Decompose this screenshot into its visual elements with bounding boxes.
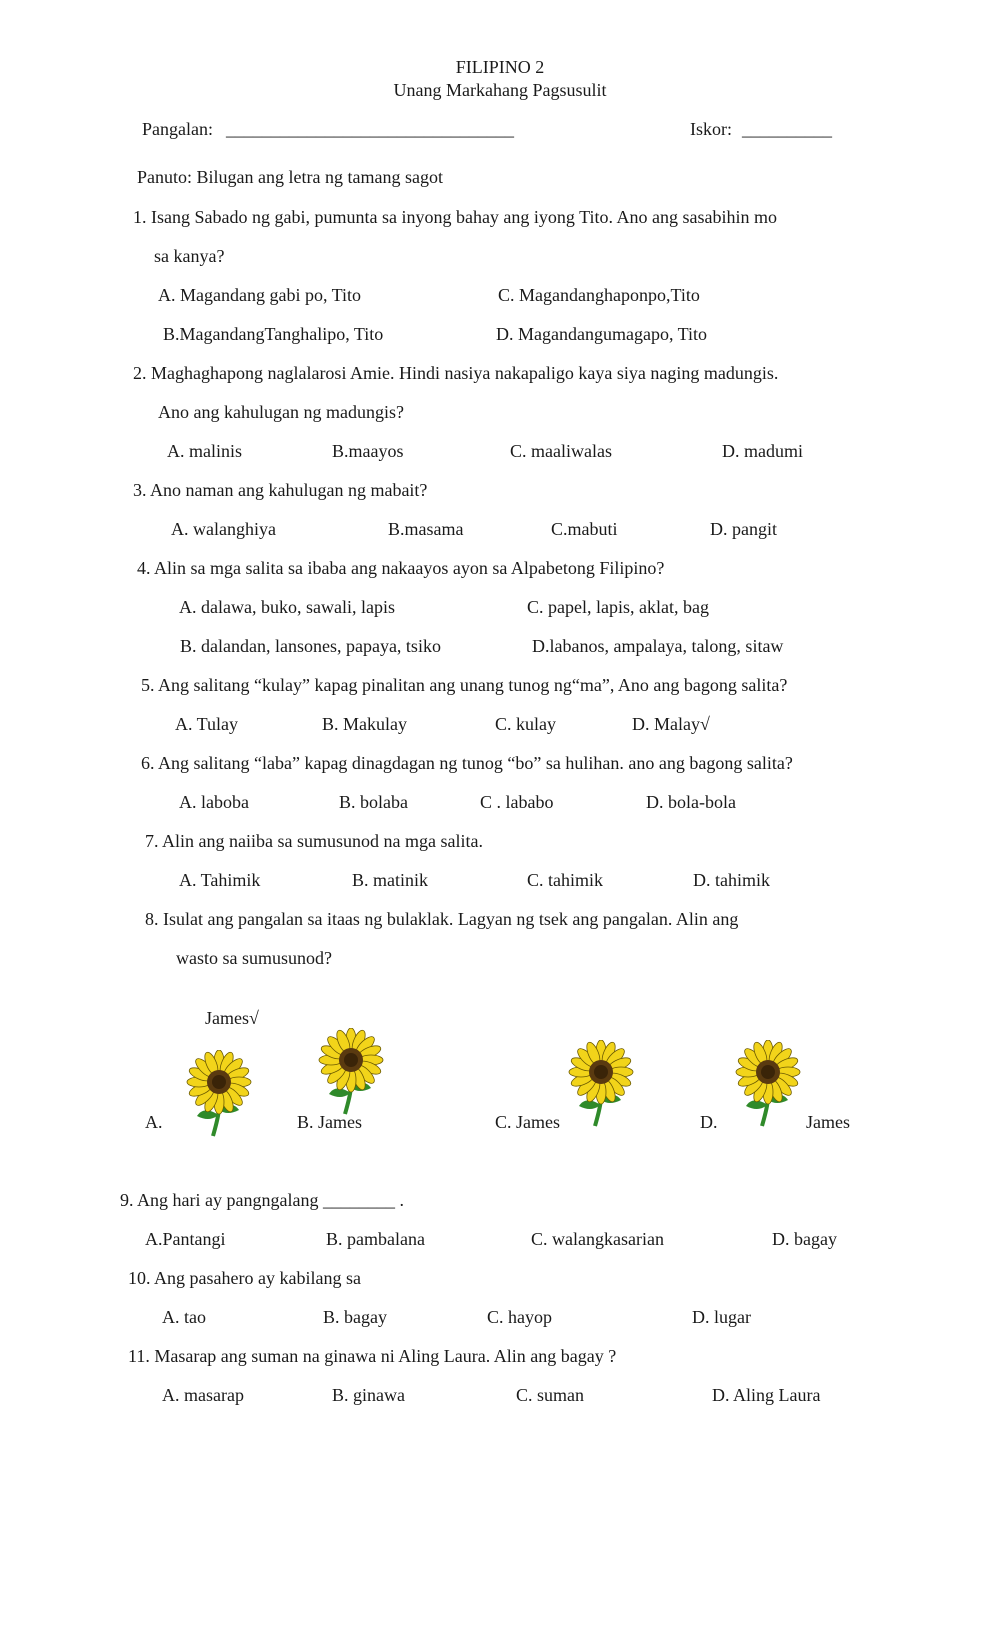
choice-9a: A.Pantangi	[145, 1229, 226, 1249]
choice-1a: A. Magandang gabi po, Tito	[158, 285, 362, 305]
score-label: Iskor:	[690, 119, 732, 139]
question-8-text: 8. Isulat ang pangalan sa itaas ng bulaklak. Lagyan ng tsek ang pangalan. Alin ang	[145, 909, 739, 929]
choice-10d: D. lugar	[692, 1307, 751, 1327]
sunflower-icon	[183, 1050, 255, 1140]
question-6-text: 6. Ang salitang “laba” kapag dinagdagan ng tunog “bo” sa hulihan. ano ang bagong salita?	[141, 753, 793, 773]
page-subtitle: Unang Markahang Pagsusulit	[393, 80, 607, 100]
choice-4d: D.labanos, ampalaya, talong, sitaw	[532, 636, 784, 656]
choice-3c: C.mabuti	[551, 519, 618, 539]
choice-6b: B. bolaba	[339, 792, 408, 812]
choice-8c: C. James	[495, 1112, 560, 1132]
choice-3a: A. walanghiya	[171, 519, 276, 539]
choice-7c: C. tahimik	[527, 870, 603, 890]
question-3-text: 3. Ano naman ang kahulugan ng mabait?	[133, 480, 428, 500]
sunflower-icon	[565, 1040, 637, 1130]
choice-6a: A. laboba	[179, 792, 249, 812]
choice-8a: A.	[145, 1112, 163, 1132]
choice-2b: B.maayos	[332, 441, 404, 461]
question-2-text: 2. Maghaghapong naglalarosi Amie. Hindi nasiya nakapaligo kaya siya naging madungis.	[133, 363, 779, 383]
question-7-text: 7. Alin ang naiiba sa sumusunod na mga salita.	[145, 831, 483, 851]
question-9-text: 9. Ang hari ay pangngalang ________ .	[120, 1190, 404, 1210]
question-11-text: 11. Masarap ang suman na ginawa ni Aling Laura. Alin ang bagay ?	[128, 1346, 617, 1366]
choice-1b: B.MagandangTanghalipo, Tito	[163, 324, 384, 344]
question-4-text: 4. Alin sa mga salita sa ibaba ang nakaayos ayon sa Alpabetong Filipino?	[137, 558, 665, 578]
question-2-text-cont: Ano ang kahulugan ng madungis?	[158, 402, 404, 422]
question-10-text: 10. Ang pasahero ay kabilang sa	[128, 1268, 361, 1288]
choice-11b: B. ginawa	[332, 1385, 405, 1405]
sunflower-icon	[732, 1040, 804, 1130]
choice-4c: C. papel, lapis, aklat, bag	[527, 597, 709, 617]
choice-9c: C. walangkasarian	[531, 1229, 664, 1249]
choice-7d: D. tahimik	[693, 870, 770, 890]
question-8-text-cont: wasto sa sumusunod?	[176, 948, 332, 968]
choice-7b: B. matinik	[352, 870, 428, 890]
choice-10a: A. tao	[162, 1307, 206, 1327]
question-1-text: 1. Isang Sabado ng gabi, pumunta sa inyong bahay ang iyong Tito. Ano ang sasabihin mo	[133, 207, 777, 227]
choice-1d: D. Magandangumagapo, Tito	[496, 324, 707, 344]
choice-11c: C. suman	[516, 1385, 585, 1405]
choice-5a: A. Tulay	[175, 714, 239, 734]
name-label: Pangalan:	[142, 119, 213, 139]
sunflower-icon	[315, 1028, 387, 1118]
choice-6d: D. bola-bola	[646, 792, 736, 812]
choice-4b: B. dalandan, lansones, papaya, tsiko	[180, 636, 441, 656]
choice-8d: D.	[700, 1112, 718, 1132]
choice-11a: A. masarap	[162, 1385, 244, 1405]
name-field: ________________________________	[226, 119, 514, 139]
choice-2d: D. madumi	[722, 441, 803, 461]
choice-3b: B.masama	[388, 519, 464, 539]
choice-2a: A. malinis	[167, 441, 242, 461]
choice-10c: C. hayop	[487, 1307, 552, 1327]
choice-8d-name: James	[806, 1112, 850, 1132]
choice-5b: B. Makulay	[322, 714, 407, 734]
choice-4a: A. dalawa, buko, sawali, lapis	[179, 597, 395, 617]
choice-2c: C. maaliwalas	[510, 441, 612, 461]
choice-1c: C. Magandanghaponpo,Tito	[498, 285, 700, 305]
choice-5c: C. kulay	[495, 714, 556, 734]
choice-3d: D. pangit	[710, 519, 777, 539]
choice-8b: B. James	[297, 1112, 362, 1132]
choice-10b: B. bagay	[323, 1307, 387, 1327]
instructions: Panuto: Bilugan ang letra ng tamang sagot	[137, 167, 443, 187]
choice-9b: B. pambalana	[326, 1229, 425, 1249]
choice-11d: D. Aling Laura	[712, 1385, 821, 1405]
choice-6c: C . lababo	[480, 792, 554, 812]
question-5-text: 5. Ang salitang “kulay” kapag pinalitan ang unang tunog ng“ma”, Ano ang bagong salita?	[141, 675, 788, 695]
choice-7a: A. Tahimik	[179, 870, 261, 890]
choice-9d: D. bagay	[772, 1229, 837, 1249]
score-field: __________	[742, 119, 832, 139]
page-title: FILIPINO 2	[455, 57, 545, 77]
choice-5d: D. Malay√	[632, 714, 710, 734]
question-1-text-cont: sa kanya?	[154, 246, 225, 266]
example-name-label: James√	[205, 1008, 259, 1028]
